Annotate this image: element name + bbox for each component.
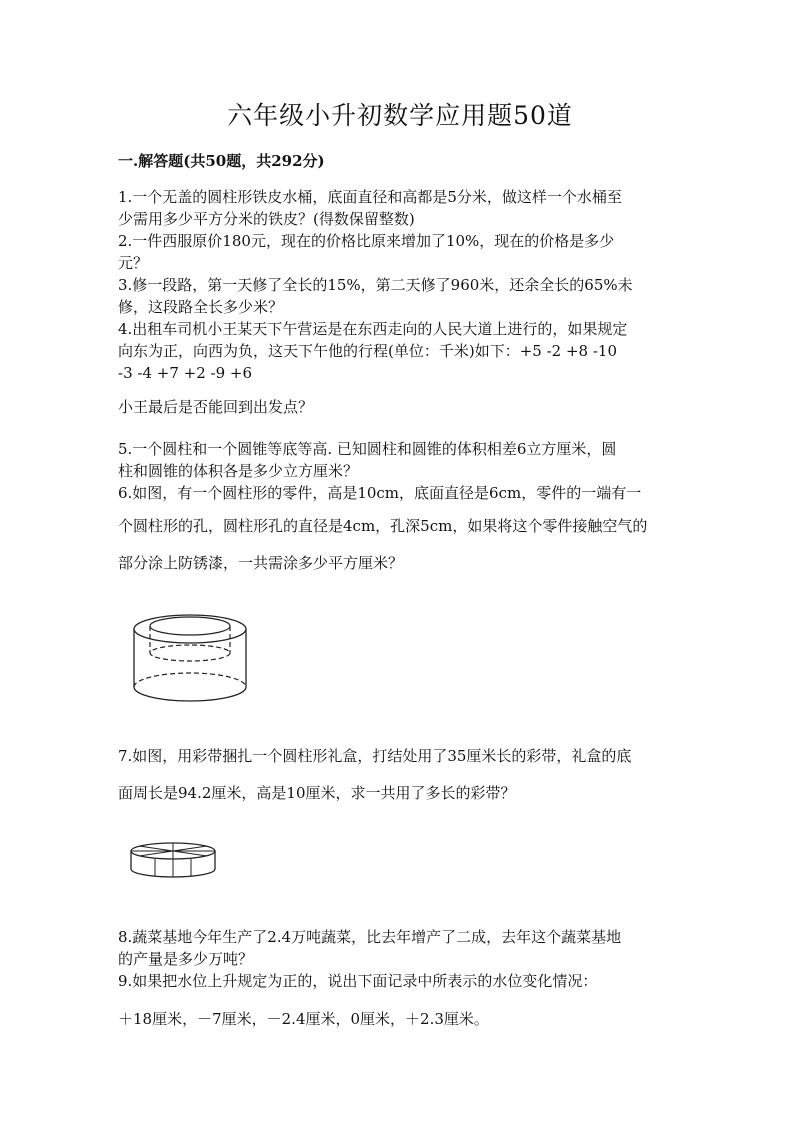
q7-line-2: 面周长是94.2厘米，高是10厘米，求一共用了多长的彩带？ [118, 784, 516, 802]
q1-line-2: 少需用多少平方分米的铁皮？(得数保留整数) [118, 210, 415, 228]
q2-line-2: 元？ [118, 254, 149, 272]
q4-line-1: 4.出租车司机小王某天下午营运是在东西走向的人民大道上进行的，如果规定 [118, 320, 628, 338]
q3-line-2: 修，这段路全长多少米？ [118, 298, 284, 316]
q2-line-1: 2.一件西服原价180元，现在的价格比原来增加了10%，现在的价格是多少 [118, 232, 615, 250]
q6-line-1: 6.如图，有一个圆柱形的零件，高是10cm，底面直径是6cm，零件的一端有一 [118, 484, 642, 502]
q9-line-2: ＋18厘米，－7厘米，－2.4厘米，0厘米，＋2.3厘米。 [118, 1010, 489, 1028]
cylinder-part-figure [128, 605, 258, 710]
q3-line-1: 3.修一段路，第一天修了全长的15%，第二天修了960米，还余全长的65%未 [118, 276, 633, 294]
page-title: 六年级小升初数学应用题50道 [227, 101, 573, 130]
section-heading: 一.解答题(共50题，共292分) [118, 152, 325, 170]
q4-line-2: 向东为正，向西为负，这天下午他的行程(单位：千米)如下：+5 -2 +8 -10 [118, 342, 618, 360]
q5-line-2: 柱和圆锥的体积各是多少立方厘米？ [118, 462, 359, 480]
q4-line-3: -3 -4 +7 +2 -9 +6 [118, 364, 253, 382]
gift-box-figure [128, 838, 220, 884]
q6-line-2: 个圆柱形的孔，圆柱形孔的直径是4cm，孔深5cm，如果将这个零件接触空气的 [118, 517, 648, 535]
q8-line-2: 的产量是多少万吨？ [118, 950, 254, 968]
q5-line-1: 5.一个圆柱和一个圆锥等底等高. 已知圆柱和圆锥的体积相差6立方厘米，圆 [118, 440, 617, 458]
q8-line-1: 8.蔬菜基地今年生产了2.4万吨蔬菜，比去年增产了二成，去年这个蔬菜基地 [118, 928, 622, 946]
q9-line-1: 9.如果把水位上升规定为正的，说出下面记录中所表示的水位变化情况： [118, 972, 598, 990]
q4-line-4: 小王最后是否能回到出发点？ [118, 398, 314, 416]
q6-line-3: 部分涂上防锈漆，一共需涂多少平方厘米？ [118, 554, 404, 572]
q1-line-1: 1.一个无盖的圆柱形铁皮水桶，底面直径和高都是5分米，做这样一个水桶至 [118, 188, 622, 206]
q7-line-1: 7.如图，用彩带捆扎一个圆柱形礼盒，打结处用了35厘米长的彩带，礼盒的底 [118, 747, 632, 765]
